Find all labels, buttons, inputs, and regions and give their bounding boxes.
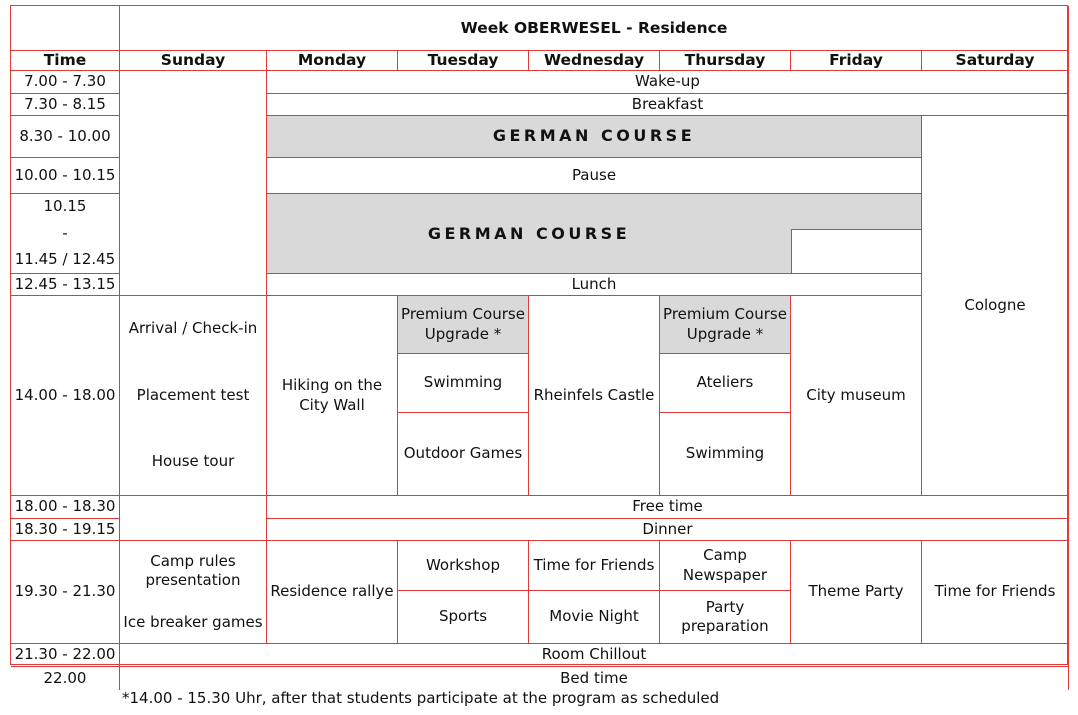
time-afternoon: 14.00 - 18.00: [11, 296, 120, 496]
room-chillout-row: Room Chillout: [120, 644, 1069, 667]
thursday-ateliers: Ateliers: [660, 354, 790, 413]
schedule-title: Week OBERWESEL - Residence: [120, 6, 1069, 51]
sunday-placement-test: Placement test: [136, 385, 250, 404]
thursday-afternoon: [660, 296, 791, 496]
footnote: *14.00 - 15.30 Uhr, after that students participate at the program as scheduled: [122, 689, 720, 707]
header-tuesday: Tuesday: [398, 51, 529, 71]
tuesday-swimming: Swimming: [398, 354, 528, 413]
header-saturday: Saturday: [922, 51, 1069, 71]
saturday-cologne: Cologne: [922, 116, 1069, 496]
wakeup-row: Wake-up: [267, 71, 1069, 94]
wednesday-time-for-friends: Time for Friends: [529, 541, 659, 591]
tuesday-sports: Sports: [438, 607, 488, 626]
sunday-ice-breaker: Ice breaker games: [123, 612, 263, 631]
friday-late-morning-empty: [791, 229, 921, 273]
header-monday: Monday: [267, 51, 398, 71]
sunday-evening-empty: [120, 496, 267, 541]
free-time-row: Free time: [267, 496, 1069, 519]
tuesday-afternoon: [398, 296, 529, 496]
time-lunch: 12.45 - 13.15: [11, 274, 120, 296]
sunday-morning-empty: [120, 71, 267, 296]
header-sunday: Sunday: [120, 51, 267, 71]
thursday-swimming: Swimming: [685, 444, 765, 463]
time-chillout: 21.30 - 22.00: [11, 644, 120, 667]
wednesday-movie-night: Movie Night: [549, 607, 639, 626]
time-course2: [11, 194, 120, 274]
pause-row: Pause: [267, 158, 922, 194]
friday-evening: Theme Party: [791, 541, 922, 644]
tuesday-premium-course: Premium Course Upgrade *: [398, 296, 528, 354]
sunday-camp-rules: Camp rules presentation: [145, 551, 241, 590]
breakfast-row: Breakfast: [267, 94, 1069, 116]
time-course2-start: 10.15: [43, 197, 87, 216]
wednesday-afternoon: Rheinfels Castle: [529, 296, 660, 496]
friday-afternoon: City museum: [791, 296, 922, 496]
time-evening: 19.30 - 21.30: [11, 541, 120, 644]
time-breakfast: 7.30 - 8.15: [11, 94, 120, 116]
header-wednesday: Wednesday: [529, 51, 660, 71]
monday-afternoon: Hiking on the City Wall: [267, 296, 398, 496]
sunday-evening: [120, 541, 267, 644]
german-course-morning: GERMAN COURSE: [267, 116, 922, 158]
wednesday-evening: [529, 541, 660, 644]
german-course-late-block: [267, 194, 922, 274]
time-course2-dash: -: [62, 223, 68, 242]
corner-cell: [11, 6, 120, 51]
dinner-row: Dinner: [267, 519, 1069, 541]
german-course-late-label: GERMAN COURSE: [427, 224, 631, 243]
tuesday-workshop: Workshop: [398, 541, 528, 591]
thursday-evening: [660, 541, 791, 644]
time-bed: 22.00: [11, 667, 120, 690]
time-dinner: 18.30 - 19.15: [11, 519, 120, 541]
time-free: 18.00 - 18.30: [11, 496, 120, 519]
sunday-arrival: Arrival / Check-in: [128, 319, 258, 338]
time-pause: 10.00 - 10.15: [11, 158, 120, 194]
saturday-evening: Time for Friends: [922, 541, 1069, 644]
thursday-camp-newspaper: Camp Newspaper: [660, 541, 790, 591]
tuesday-outdoor-games: Outdoor Games: [403, 444, 523, 463]
sunday-house-tour: House tour: [151, 452, 235, 471]
sunday-afternoon: [120, 296, 267, 496]
header-friday: Friday: [791, 51, 922, 71]
monday-evening: Residence rallye: [267, 541, 398, 644]
lunch-row: Lunch: [267, 274, 922, 296]
bed-time-row: Bed time: [120, 667, 1069, 690]
thursday-party-preparation: Party preparation: [681, 597, 769, 635]
time-wake: 7.00 - 7.30: [11, 71, 120, 94]
header-thursday: Thursday: [660, 51, 791, 71]
thursday-premium-course: Premium Course Upgrade *: [660, 296, 790, 354]
time-course1: 8.30 - 10.00: [11, 116, 120, 158]
header-time: Time: [11, 51, 120, 71]
weekly-schedule-table: [10, 5, 1068, 687]
time-course2-end: 11.45 / 12.45: [14, 250, 116, 269]
tuesday-evening: [398, 541, 529, 644]
